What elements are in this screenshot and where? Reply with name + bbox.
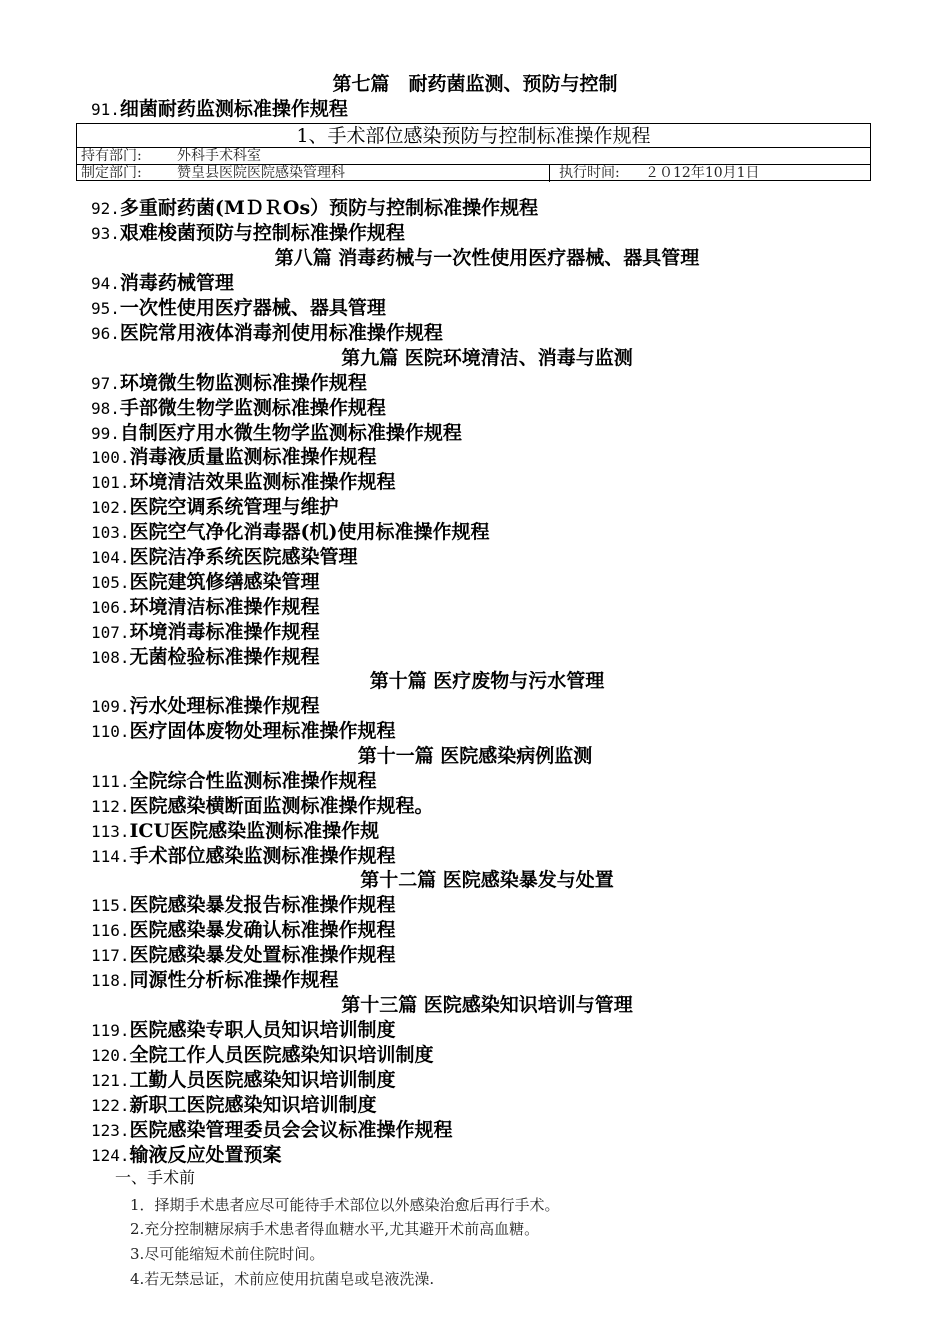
item-text: 细菌耐药监测标准操作规程 — [119, 98, 348, 120]
exec-value: ２０12年10月1日 — [645, 165, 760, 181]
item-text: 医院感染暴发报告标准操作规程 — [129, 894, 396, 916]
item-text: 环境微生物监测标准操作规程 — [119, 372, 367, 394]
item-number: 98. — [91, 399, 120, 418]
list-item — [91, 296, 386, 321]
list-item — [91, 1043, 434, 1068]
item-text: 手术部位感染监测标准操作规程 — [129, 845, 396, 867]
item-number: 115. — [91, 896, 130, 915]
item-text: 多重耐药菌(MＤＲOs）预防与控制标准操作规程 — [119, 197, 539, 219]
paragraph: 4.若无禁忌证，术前应使用抗菌皂或皂液洗澡. — [130, 1270, 435, 1288]
item-number: 108. — [91, 648, 130, 667]
list-item — [91, 421, 462, 446]
item-text: 消毒液质量监测标准操作规程 — [129, 446, 377, 468]
item-text: 医院空调系统管理与维护 — [129, 496, 339, 518]
list-item — [91, 1068, 396, 1093]
list-item — [91, 396, 386, 421]
item-number: 121. — [91, 1071, 130, 1090]
item-text: 环境清洁效果监测标准操作规程 — [129, 471, 396, 493]
item-number: 110. — [91, 722, 130, 741]
list-item — [91, 520, 490, 545]
item-text: 环境消毒标准操作规程 — [129, 621, 320, 643]
list-item — [91, 221, 405, 246]
list-item — [91, 570, 320, 595]
item-text: 医院感染管理委员会会议标准操作规程 — [129, 1119, 453, 1141]
item-number: 116. — [91, 921, 130, 940]
list-item — [91, 769, 377, 794]
item-number: 122. — [91, 1096, 130, 1115]
list-item — [91, 271, 234, 296]
item-text: 全院综合性监测标准操作规程 — [129, 770, 377, 792]
item-number: 97. — [91, 374, 120, 393]
paragraph: 3.尽可能缩短术前住院时间。 — [130, 1245, 325, 1263]
item-number: 101. — [91, 473, 130, 492]
section-heading: 一、手术前 — [115, 1168, 196, 1187]
list-item — [91, 1018, 396, 1043]
item-number: 95. — [91, 299, 120, 318]
list-item — [91, 893, 396, 918]
item-text: 医院感染暴发确认标准操作规程 — [129, 919, 396, 941]
item-text: 医院常用液体消毒剂使用标准操作规程 — [119, 322, 443, 344]
item-number: 94. — [91, 274, 120, 293]
paragraph: 1．择期手术患者应尽可能待手术部位以外感染治愈后再行手术。 — [130, 1196, 560, 1214]
item-text: 医院感染专职人员知识培训制度 — [129, 1019, 396, 1041]
item-number: 100. — [91, 448, 130, 467]
list-item — [91, 918, 396, 943]
list-item — [91, 545, 358, 570]
item-text: 医院建筑修缮感染管理 — [129, 571, 320, 593]
paragraph: 2.充分控制糖尿病手术患者得血糖水平,尤其避开术前高血糖。 — [130, 1220, 540, 1238]
part-12-title: 第十二篇 医院感染暴发与处置 — [360, 869, 614, 891]
item-text: 医疗固体废物处理标准操作规程 — [129, 720, 396, 742]
part-9-title: 第九篇 医院环境清洁、消毒与监测 — [341, 347, 633, 369]
list-item — [91, 1118, 453, 1143]
item-text: 工勤人员医院感染知识培训制度 — [129, 1069, 396, 1091]
procedure-header-table — [76, 123, 871, 181]
item-number: 114. — [91, 847, 130, 866]
item-text: 医院感染横断面监测标准操作规程。 — [129, 795, 434, 817]
item-number: 112. — [91, 797, 130, 816]
item-number: 103. — [91, 523, 130, 542]
list-item — [91, 819, 379, 844]
list-item — [91, 794, 434, 819]
item-number: 93. — [91, 224, 120, 243]
item-number: 117. — [91, 946, 130, 965]
item-number: 99. — [91, 424, 120, 443]
list-item — [91, 196, 538, 221]
list-item — [91, 445, 377, 470]
item-number: 104. — [91, 548, 130, 567]
list-item — [91, 495, 339, 520]
list-item — [91, 719, 396, 744]
item-text: 艰难梭菌预防与控制标准操作规程 — [119, 222, 405, 244]
item-number: 118. — [91, 971, 130, 990]
item-text: 全院工作人员医院感染知识培训制度 — [129, 1044, 434, 1066]
item-text: 新职工医院感染知识培训制度 — [129, 1094, 377, 1116]
item-text: 医院空气净化消毒器(机)使用标准操作规程 — [129, 521, 490, 543]
part-8-title: 第八篇 消毒药械与一次性使用医疗器械、器具管理 — [274, 247, 700, 269]
maker-value: 赞皇县医院医院感染管理科 — [177, 165, 345, 181]
item-number: 107. — [91, 623, 130, 642]
list-item — [91, 470, 396, 495]
list-item — [91, 694, 320, 719]
list-item — [91, 968, 339, 993]
part-10-title: 第十篇 医疗废物与污水管理 — [369, 670, 605, 692]
item-text: 无菌检验标准操作规程 — [129, 646, 320, 668]
item-number: 113. — [91, 822, 130, 841]
maker-label: 制定部门: — [81, 165, 142, 181]
item-text: 医院洁净系统医院感染管理 — [129, 546, 358, 568]
item-number: 120. — [91, 1046, 130, 1065]
item-number: 91. — [91, 100, 120, 119]
cell-divider — [549, 165, 550, 182]
item-text: 消毒药械管理 — [119, 272, 234, 294]
list-item — [91, 645, 320, 670]
item-number: 109. — [91, 697, 130, 716]
item-number: 105. — [91, 573, 130, 592]
item-text: 污水处理标准操作规程 — [129, 695, 320, 717]
item-number: 119. — [91, 1021, 130, 1040]
list-item — [91, 321, 443, 346]
list-item — [91, 595, 320, 620]
item-number: 102. — [91, 498, 130, 517]
maker-row — [77, 165, 870, 182]
item-text: 环境清洁标准操作规程 — [129, 596, 320, 618]
list-item — [91, 943, 396, 968]
owner-value: 外科手术科室 — [177, 148, 261, 164]
item-text: 同源性分析标准操作规程 — [129, 969, 339, 991]
item-number: 124. — [91, 1146, 130, 1165]
list-item — [91, 1143, 282, 1168]
item-text: 医院感染暴发处置标准操作规程 — [129, 944, 396, 966]
item-number: 96. — [91, 324, 120, 343]
item-number: 106. — [91, 598, 130, 617]
list-item — [91, 844, 396, 869]
item-text: 一次性使用医疗器械、器具管理 — [119, 297, 386, 319]
item-text: ICU医院感染监测标准操作规 — [129, 820, 380, 842]
procedure-title: 1、手术部位感染预防与控制标准操作规程 — [77, 124, 870, 148]
list-item — [91, 1093, 377, 1118]
owner-row — [77, 148, 870, 165]
part-13-title: 第十三篇 医院感染知识培训与管理 — [341, 994, 633, 1016]
list-item — [91, 371, 367, 396]
owner-label: 持有部门: — [81, 148, 142, 164]
part-7-title: 第七篇 耐药菌监测、预防与控制 — [332, 73, 618, 95]
item-text: 输液反应处置预案 — [129, 1144, 282, 1166]
item-text: 自制医疗用水微生物学监测标准操作规程 — [119, 422, 462, 444]
list-item — [91, 620, 320, 645]
item-number: 111. — [91, 772, 130, 791]
item-text: 手部微生物学监测标准操作规程 — [119, 397, 386, 419]
part-11-title: 第十一篇 医院感染病例监测 — [357, 745, 593, 767]
item-number: 123. — [91, 1121, 130, 1140]
exec-label: 执行时间: — [559, 165, 620, 181]
list-item — [91, 97, 348, 122]
item-number: 92. — [91, 199, 120, 218]
